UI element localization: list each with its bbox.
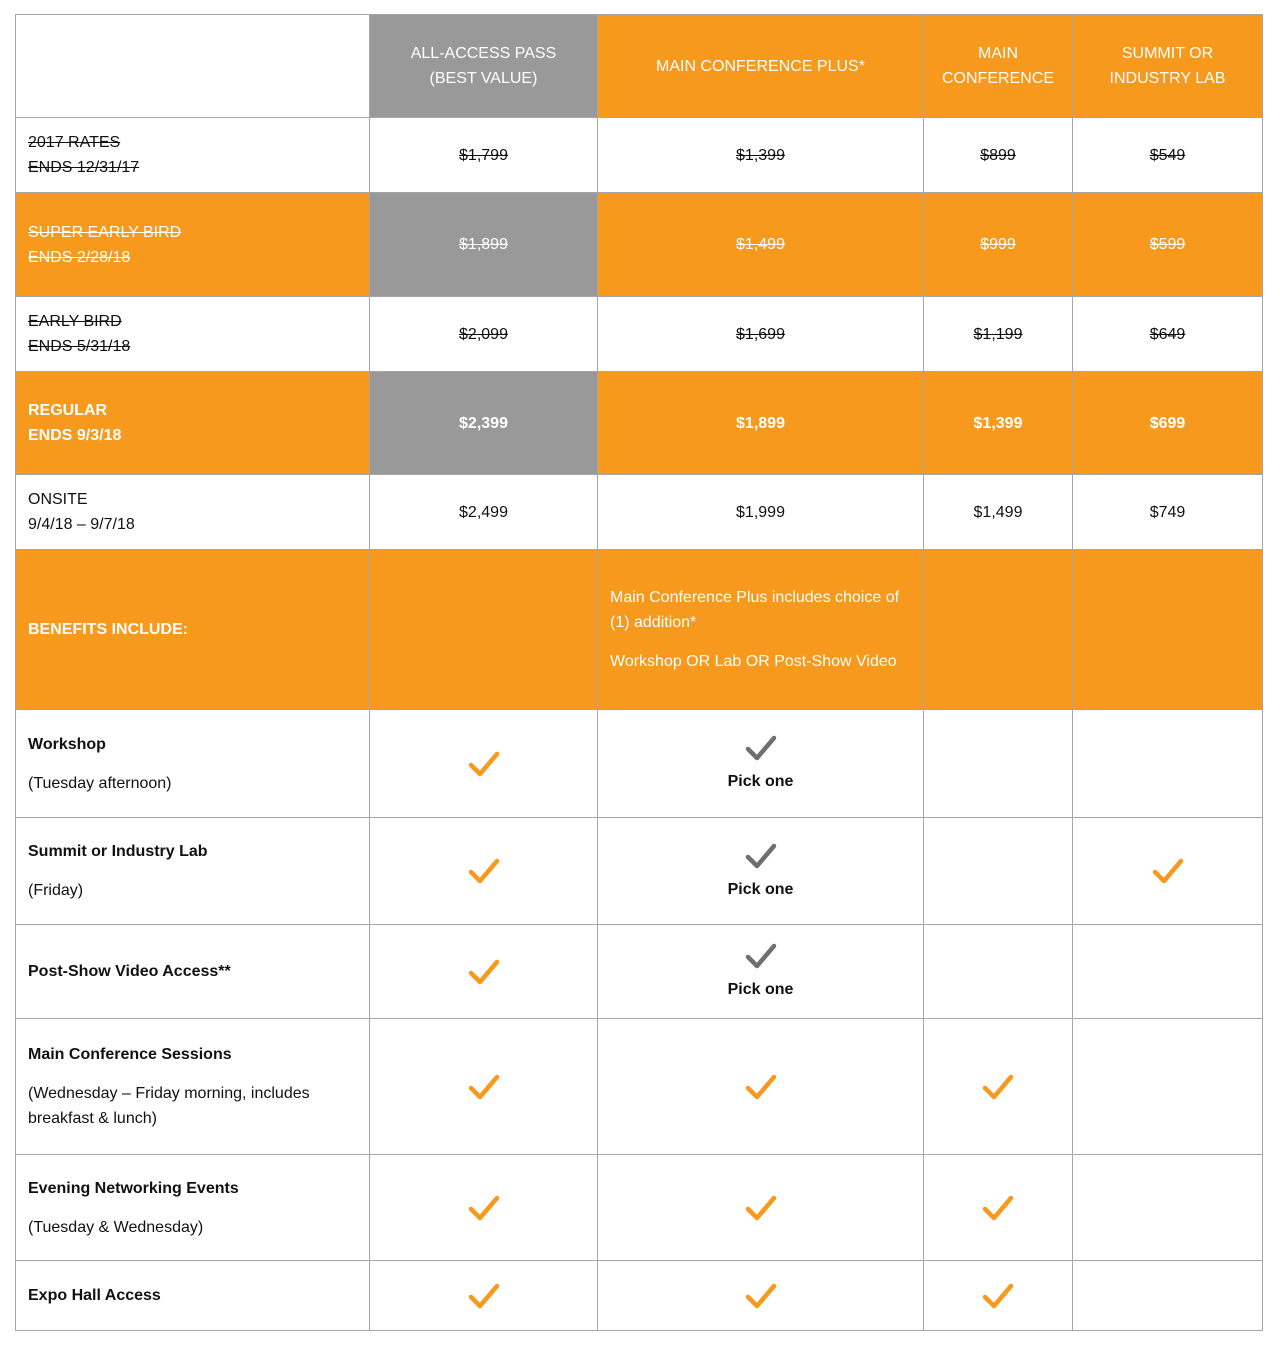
- header-summit-line-1: SUMMIT OR: [1121, 45, 1214, 62]
- main-plus-note-2: Workshop OR Lab OR Post-Show Video: [610, 653, 897, 670]
- orange-check-icon: [370, 1281, 597, 1311]
- benefit-label: [16, 1019, 370, 1155]
- rate-row-2017: [16, 118, 1263, 193]
- price-main-plus: $1,999: [598, 475, 924, 550]
- pricing-table: [15, 14, 1263, 1331]
- benefit-row: [16, 818, 1263, 925]
- rate-deadline: ENDS 5/31/18: [28, 338, 131, 355]
- rate-label: [16, 372, 370, 475]
- price-summit: $699: [1073, 372, 1263, 475]
- header-all-access-line-2: (BEST VALUE): [429, 70, 538, 87]
- benefit-cell-main-plus: [598, 1261, 924, 1331]
- price-summit: $649: [1073, 297, 1263, 372]
- header-row: [16, 15, 1263, 118]
- benefit-title: Main Conference Sessions: [28, 1046, 232, 1063]
- benefit-cell-summit: [1073, 818, 1263, 925]
- rate-label: [16, 475, 370, 550]
- benefit-label: [16, 925, 370, 1019]
- benefit-cell-main: [924, 1261, 1073, 1331]
- orange-check-icon: [924, 1281, 1072, 1311]
- pick-one-label: Pick one: [727, 773, 794, 790]
- benefits-header-row: [16, 550, 1263, 710]
- benefit-rows: [16, 710, 1263, 1331]
- benefit-row: [16, 925, 1263, 1019]
- benefit-label: [16, 818, 370, 925]
- benefit-cell-main: [924, 710, 1073, 818]
- benefit-cell-main: [924, 1019, 1073, 1155]
- benefits-header-empty: [924, 550, 1073, 710]
- benefit-cell-summit: [1073, 1261, 1263, 1331]
- benefits-header-empty: [1073, 550, 1263, 710]
- price-summit: $749: [1073, 475, 1263, 550]
- rate-name: ONSITE: [28, 491, 88, 508]
- price-main: $1,499: [924, 475, 1073, 550]
- benefit-row: [16, 1261, 1263, 1331]
- pick-one-label: Pick one: [727, 981, 794, 998]
- price-main-plus: $1,499: [598, 193, 924, 297]
- benefit-subtitle: (Friday): [28, 882, 84, 899]
- orange-check-icon: [924, 1072, 1072, 1102]
- price-main-plus: $1,699: [598, 297, 924, 372]
- price-main: $1,199: [924, 297, 1073, 372]
- benefit-title: Workshop: [28, 735, 106, 753]
- benefit-title: Evening Networking Events: [28, 1179, 239, 1197]
- rate-label: [16, 118, 370, 193]
- benefit-title: Post-Show Video Access**: [28, 963, 231, 980]
- price-all-access: $1,899: [370, 193, 598, 297]
- main-plus-note-1: Main Conference Plus includes choice of (1) addition*: [610, 589, 900, 631]
- price-main-plus: $1,399: [598, 118, 924, 193]
- rate-deadline: ENDS 12/31/17: [28, 159, 140, 176]
- gray-check-icon: [598, 733, 923, 763]
- orange-check-icon: [598, 1281, 923, 1311]
- benefit-cell-main-plus: [598, 818, 924, 925]
- orange-check-icon: [370, 957, 597, 987]
- rate-deadline: 9/4/18 – 9/7/18: [28, 516, 135, 533]
- price-main: $899: [924, 118, 1073, 193]
- benefit-cell-main-plus: [598, 1019, 924, 1155]
- rate-row-super-early-bird: [16, 193, 1263, 297]
- orange-check-icon: [924, 1193, 1072, 1223]
- benefit-cell-main-plus: [598, 710, 924, 818]
- benefit-cell-summit: [1073, 710, 1263, 818]
- benefit-cell-summit: [1073, 1019, 1263, 1155]
- price-main-plus: $1,899: [598, 372, 924, 475]
- pick-one-label: Pick one: [727, 880, 794, 898]
- rate-name: 2017 RATES: [28, 134, 121, 151]
- benefit-cell-all-access: [370, 818, 598, 925]
- rate-name: REGULAR: [28, 402, 108, 419]
- header-main-conference-plus: [598, 15, 924, 118]
- rate-deadline: ENDS 2/28/18: [28, 248, 131, 266]
- benefit-cell-summit: [1073, 925, 1263, 1019]
- rate-row-regular: [16, 372, 1263, 475]
- benefit-cell-main: [924, 1155, 1073, 1261]
- benefit-subtitle: (Tuesday & Wednesday): [28, 1218, 204, 1236]
- header-main-plus-label: MAIN CONFERENCE PLUS*: [656, 57, 865, 75]
- benefit-cell-all-access: [370, 710, 598, 818]
- orange-check-icon: [598, 1072, 923, 1102]
- benefits-header-empty: [370, 550, 598, 710]
- gray-check-icon: [598, 941, 923, 971]
- price-all-access: $2,099: [370, 297, 598, 372]
- orange-check-icon: [598, 1193, 923, 1223]
- benefits-include-label: BENEFITS INCLUDE:: [16, 550, 370, 710]
- benefit-cell-main-plus: [598, 925, 924, 1019]
- price-summit: $549: [1073, 118, 1263, 193]
- price-all-access: $2,499: [370, 475, 598, 550]
- rate-deadline: ENDS 9/3/18: [28, 427, 122, 444]
- header-summit-industry-lab: [1073, 15, 1263, 118]
- price-all-access: $2,399: [370, 372, 598, 475]
- benefit-cell-main: [924, 925, 1073, 1019]
- price-main: $999: [924, 193, 1073, 297]
- benefit-cell-all-access: [370, 1155, 598, 1261]
- gray-check-icon: [598, 841, 923, 871]
- price-all-access: $1,799: [370, 118, 598, 193]
- orange-check-icon: [1073, 856, 1262, 886]
- rate-row-early-bird: [16, 297, 1263, 372]
- benefit-subtitle: (Tuesday afternoon): [28, 774, 172, 792]
- header-main-conference: [924, 15, 1073, 118]
- benefit-label: [16, 1261, 370, 1331]
- rate-row-onsite: [16, 475, 1263, 550]
- benefit-cell-main-plus: [598, 1155, 924, 1261]
- orange-check-icon: [370, 856, 597, 886]
- benefit-title: Expo Hall Access: [28, 1287, 161, 1304]
- benefit-title: Summit or Industry Lab: [28, 843, 208, 860]
- header-all-access-pass: [370, 15, 598, 118]
- benefit-label: [16, 710, 370, 818]
- benefit-cell-all-access: [370, 1019, 598, 1155]
- benefit-row: [16, 710, 1263, 818]
- benefit-subtitle: (Wednesday – Friday morning, includes breakfast & lunch): [28, 1085, 310, 1127]
- orange-check-icon: [370, 749, 597, 779]
- header-main-line-1: MAIN: [978, 45, 1018, 62]
- header-all-access-line-1: ALL-ACCESS PASS: [410, 45, 557, 62]
- header-main-line-2: CONFERENCE: [941, 70, 1054, 87]
- rate-label: [16, 297, 370, 372]
- benefit-cell-main: [924, 818, 1073, 925]
- rate-name: SUPER EARLY BIRD: [28, 223, 182, 241]
- orange-check-icon: [370, 1072, 597, 1102]
- benefit-cell-all-access: [370, 1261, 598, 1331]
- rate-label: [16, 193, 370, 297]
- benefit-row: [16, 1019, 1263, 1155]
- benefit-row: [16, 1155, 1263, 1261]
- price-main: $1,399: [924, 372, 1073, 475]
- main-plus-note-cell: [598, 550, 924, 710]
- benefit-cell-summit: [1073, 1155, 1263, 1261]
- benefit-cell-all-access: [370, 925, 598, 1019]
- header-empty-cell: [16, 15, 370, 118]
- benefit-label: [16, 1155, 370, 1261]
- orange-check-icon: [370, 1193, 597, 1223]
- rate-name: EARLY BIRD: [28, 313, 122, 330]
- header-summit-line-2: INDUSTRY LAB: [1109, 70, 1226, 87]
- price-summit: $599: [1073, 193, 1263, 297]
